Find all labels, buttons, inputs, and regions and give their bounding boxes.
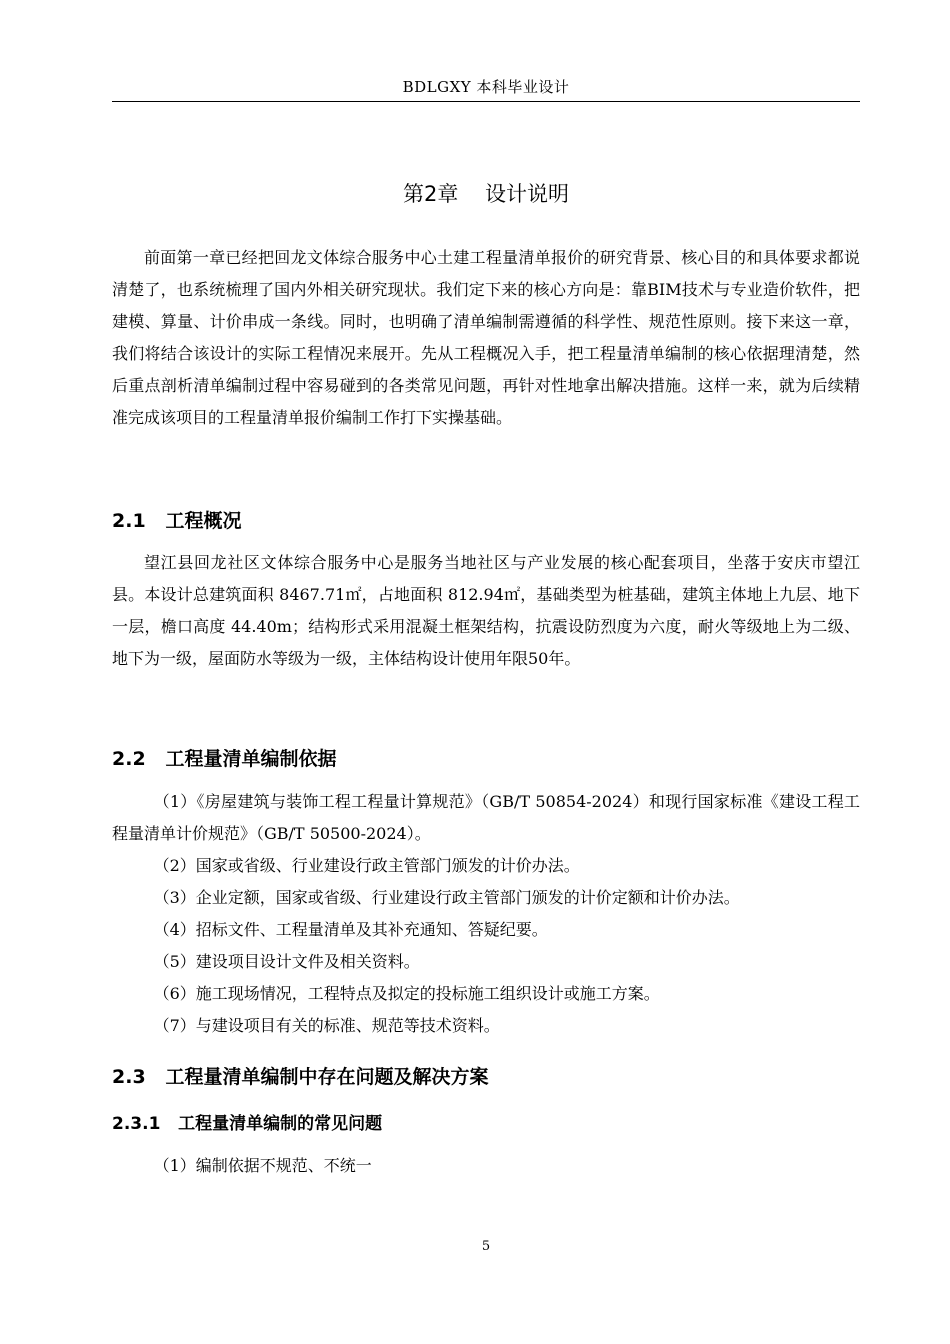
basis-list-item-5: （5）建设项目设计文件及相关资料。 [153, 952, 420, 971]
basis-list-item-3: （3）企业定额，国家或省级、行业建设行政主管部门颁发的计价定额和计价办法。 [153, 888, 740, 907]
subsection-heading-2-3-1: 2.3.1 工程量清单编制的常见问题 [112, 1114, 383, 1134]
page-number: 5 [481, 1239, 491, 1254]
problem-list-item-1: （1）编制依据不规范、不统一 [153, 1156, 372, 1175]
basis-list-item-7: （7）与建设项目有关的标准、规范等技术资料。 [153, 1016, 500, 1035]
project-overview-paragraph: 望江县回龙社区文体综合服务中心是服务当地社区与产业发展的核心配套项目，坐落于安庆市望江县。本设计总建筑面积 8467.71㎡，占地面积 812.94㎡，基础类型为桩基础，建筑主体地上九层、地下一层，檐口高度 44.40m；结构形式采用混凝土框架结构，抗震设防烈度为六度，耐火等级地上为二级、地下为一级，屋面防水等级为一级，主体结构设计使用年限50年。 [112, 553, 860, 668]
basis-list-item-6: （6）施工现场情况，工程特点及拟定的投标施工组织设计或施工方案。 [153, 984, 660, 1003]
section-heading-2-1: 2.1 工程概况 [112, 510, 242, 532]
running-header: BDLGXY 本科毕业设计 [402, 78, 570, 96]
chapter-intro-paragraph: 前面第一章已经把回龙文体综合服务中心土建工程量清单报价的研究背景、核心目的和具体要求都说清楚了，也系统梳理了国内外相关研究现状。我们定下来的核心方向是：靠BIM技术与专业造价软件，把建模、算量、计价串成一条线。同时，也明确了清单编制需遵循的科学性、规范性原则。接下来这一章，我们将结合该设计的实际工程情况来展开。先从工程概况入手，把工程量清单编制的核心依据理清楚，然后重点剖析清单编制过程中容易碰到的各类常见问题，再针对性地拿出解决措施。这样一来，就为后续精准完成该项目的工程量清单报价编制工作打下实操基础。 [112, 248, 860, 427]
section-heading-2-3: 2.3 工程量清单编制中存在问题及解决方案 [112, 1066, 489, 1088]
basis-list-item-4: （4）招标文件、工程量清单及其补充通知、答疑纪要。 [153, 920, 548, 939]
basis-list-item-2: （2）国家或省级、行业建设行政主管部门颁发的计价办法。 [153, 856, 580, 875]
section-heading-2-2: 2.2 工程量清单编制依据 [112, 748, 337, 770]
chapter-title: 第2章 设计说明 [402, 182, 570, 206]
basis-list-item-1: （1）《房屋建筑与装饰工程工程量计算规范》（GB/T 50854-2024）和现行国家标准《建设工程工程量清单计价规范》（GB/T 50500-2024）。 [112, 792, 860, 843]
header-rule [112, 101, 860, 102]
